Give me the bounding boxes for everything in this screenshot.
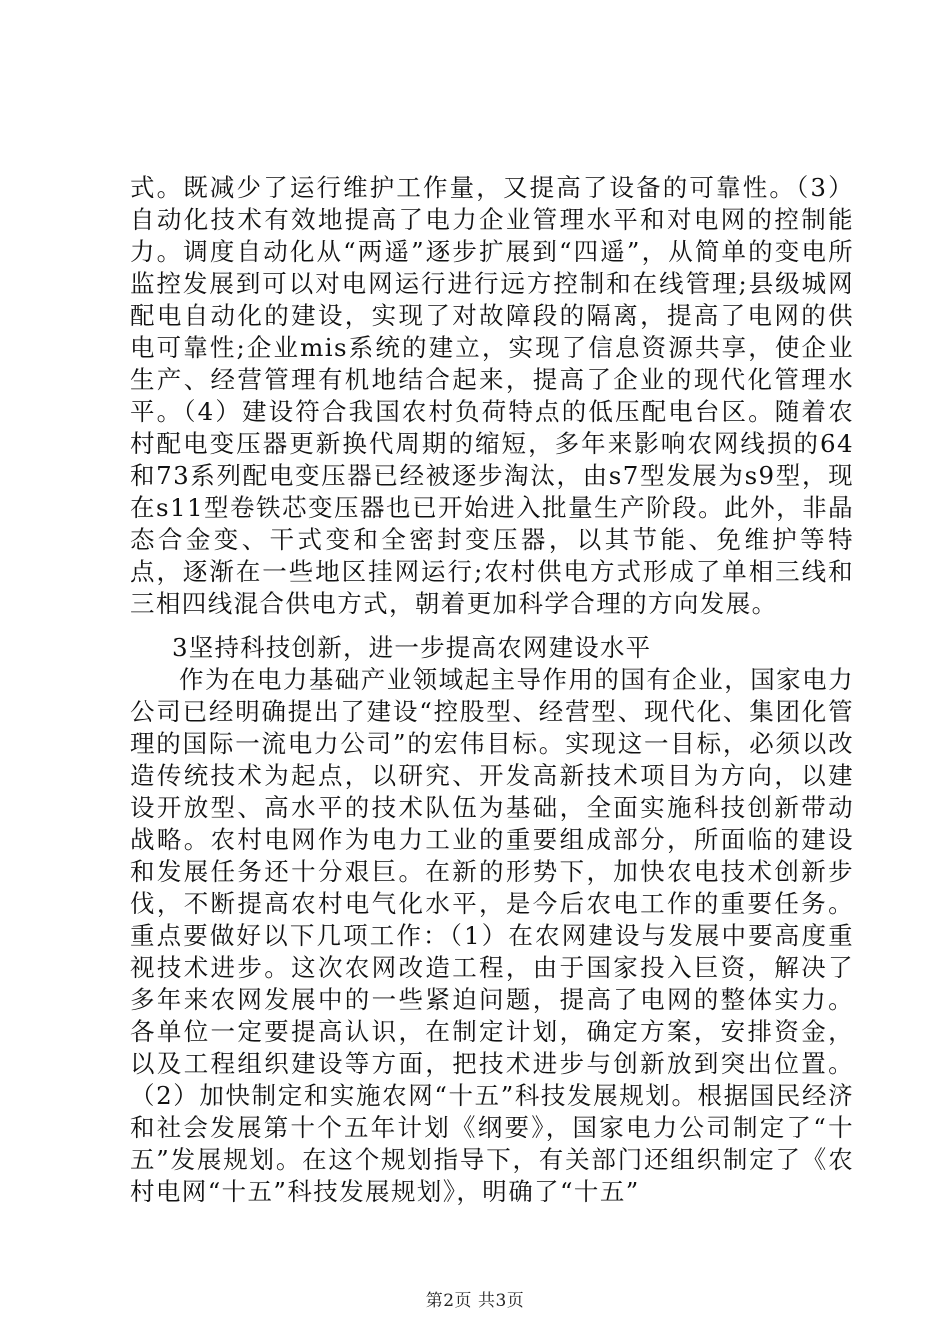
body-paragraph: 式。既减少了运行维护工作量，又提高了设备的可靠性。（3）自动化技术有效地提高了电力企业管理水平和对电网的控制能力。调度自动化从“两遥”逐步扩展到“四遥”，从简单的变电所监控发展到可以对电网运行进行远方控制和在线管理;县级城网配电自动化的建设，实现了对故障段的隔离，提高了电网的供电可靠性;企业mis系统的建立，实现了信息资源共享，使企业生产、经营管理有机地结合起来，提高了企业的现代化管理水平。（4）建设符合我国农村负荷特点的低压配电台区。随着农村配电变压器更新换代周期的缩短，多年来影响农网线损的64和73系列配电变压器已经被逐步淘汰，由s7型发展为s9型，现在s11型卷铁芯变压器也已开始进入批量生产阶段。此外，非晶态合金变、干式变和全密封变压器，以其节能、免维护等特点，逐渐在一些地区挂网运行;农村供电方式形成了单相三线和三相四线混合供电方式，朝着更加科学合理的方向发展。 (130, 173, 854, 618)
section-paragraph: 作为在电力基础产业领域起主导作用的国有企业，国家电力公司已经明确提出了建设“控股型、经营型、现代化、集团化管理的国际一流电力公司”的宏伟目标。实现这一目标，必须以改造传统技术为起点，以研究、开发高新技术项目为方向，以建设开放型、高水平的技术队伍为基础，全面实施科技创新带动战略。农村电网作为电力工业的重要组成部分，所面临的建设和发展任务还十分艰巨。在新的形势下，加快农电技术创新步伐，不断提高农村电气化水平，是今后农电工作的重要任务。重点要做好以下几项工作：（1）在农网建设与发展中要高度重视技术进步。这次农网改造工程，由于国家投入巨资，解决了多年来农网发展中的一些紧迫问题，提高了电网的整体实力。各单位一定要提高认识，在制定计划，确定方案，安排资金，以及工程组织建设等方面，把技术进步与创新放到突出位置。（2）加快制定和实施农网“十五”科技发展规划。根据国民经济和社会发展第十个五年计划《纲要》，国家电力公司制定了“十五”发展规划。在这个规划指导下，有关部门还组织制定了《农村电网“十五”科技发展规划》，明确了“十五” (130, 665, 854, 1206)
page-number-footer: 第2页 共3页 (425, 1291, 525, 1311)
section-heading: 3坚持科技创新，进一步提高农网建设水平 (172, 633, 652, 662)
